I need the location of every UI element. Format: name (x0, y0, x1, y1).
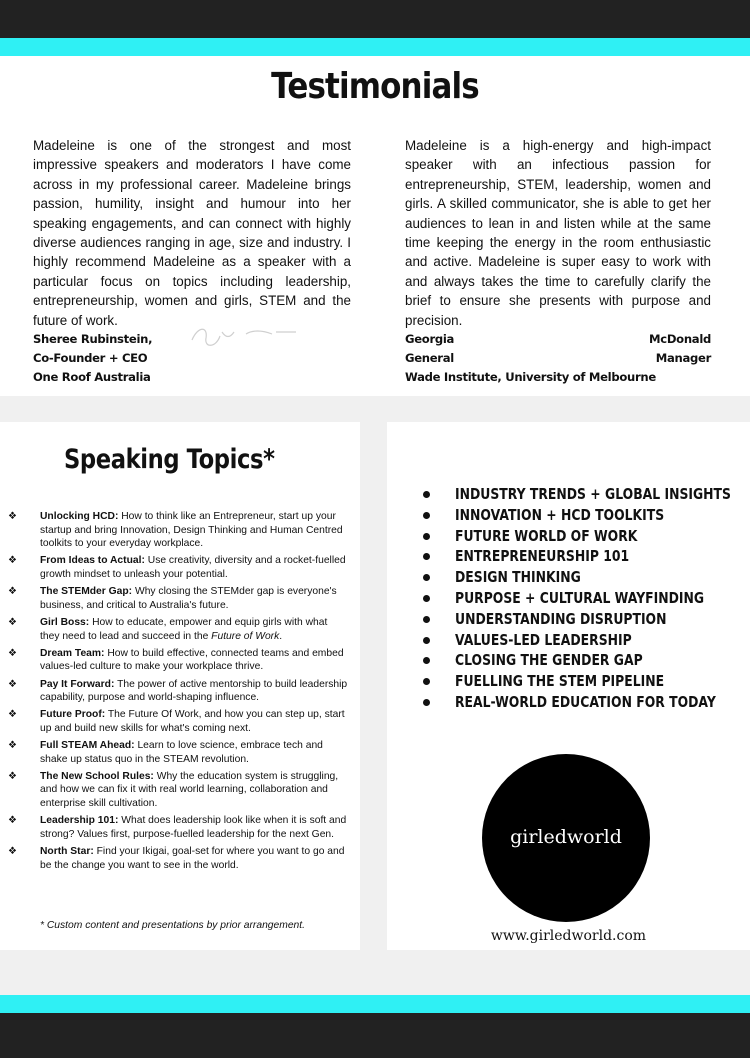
testimonial-left-quote: Madeleine is one of the strongest and most impressive speakers and moderators I have come across in my professional career. Madeleine brings passion, humility, insight and humour into her speaking engagements, and can connect with highly diverse audiences ranging in age, size and industry. I highly recommend Madeleine as a speaker with a particular focus on topics including leadership, entrepreneurship, women and girls, STEM and the future of work. (33, 138, 351, 328)
bullet-dot-icon (423, 637, 430, 644)
diamond-bullet-icon: ❖ (8, 740, 17, 752)
keyword-label: INNOVATION + HCD TOOLKITS (455, 505, 665, 524)
topic-title: From Ideas to Actual: (40, 555, 145, 567)
diamond-bullet-icon: ❖ (8, 647, 17, 659)
topic-item (8, 585, 348, 612)
diamond-bullet-icon: ❖ (8, 678, 17, 690)
diamond-bullet-icon: ❖ (8, 709, 17, 721)
keywords-list (419, 484, 750, 713)
topic-description: The power of active mentorship to build leadership capability, purpose and world-shaping influence. (40, 678, 348, 704)
diamond-bullet-icon: ❖ (8, 616, 17, 628)
topic-title: North Star: (40, 846, 94, 857)
keyword-label: CLOSING THE GENDER GAP (455, 651, 643, 670)
topic-title: Leadership 101: (40, 815, 119, 827)
topic-item (8, 845, 348, 872)
topic-item (8, 554, 348, 581)
keyword-label: DESIGN THINKING (455, 568, 581, 587)
top-accent-bar (0, 38, 750, 56)
topic-emphasis: Future of Work (211, 630, 280, 642)
bottom-dark-bar (0, 1013, 750, 1058)
bullet-dot-icon (423, 657, 430, 664)
topic-title: The STEMder Gap: (40, 586, 133, 598)
topic-description: Find your Ikigai, goal-set for where you want to go and be the change you want to see in the world. (40, 846, 345, 871)
bullet-dot-icon (423, 512, 430, 519)
bullet-dot-icon (423, 533, 430, 540)
bullet-dot-icon (423, 699, 430, 706)
diamond-bullet-icon: ❖ (8, 555, 17, 567)
diamond-bullet-icon: ❖ (8, 770, 17, 782)
testimonial-right-role-first: General (405, 351, 454, 366)
topic-title: Pay It Forward: (40, 678, 115, 690)
keyword-item (419, 630, 750, 651)
logo-text: girledworld (510, 826, 622, 848)
speaking-topics-title: Speaking Topics* (64, 444, 275, 475)
keyword-item (419, 526, 750, 547)
testimonial-right-quote: Madeleine is a high-energy and high-impact speaker with an infectious passion for entrepreneurship, STEM, leadership, women and girls. A skilled communicator, she is able to get her audiences to lean in and listen while at the same time keeping the energy in the room enthusiastic and active. Madeleine is super easy to work with and always takes the time to carefully clarify the brief to ensure she presents with purpose and precision. (405, 138, 711, 328)
top-dark-bar (0, 0, 750, 38)
bullet-dot-icon (423, 491, 430, 498)
topic-description: Why the education system is struggling, and how we can fix it with real world learning, collaboration and enterprise skill cultivation. (40, 770, 339, 810)
topic-title: Full STEAM Ahead: (40, 740, 135, 752)
bullet-dot-icon (423, 574, 430, 581)
keyword-item (419, 484, 750, 505)
testimonial-right-role-last: Manager (655, 351, 711, 366)
testimonial-right-name-last: McDonald (649, 332, 711, 347)
testimonial-right-org: Wade Institute, University of Melbourne (405, 370, 656, 385)
speaking-topics-panel (0, 422, 360, 950)
keyword-item (419, 671, 750, 692)
topic-description: What does leadership look like when it is soft and strong? Values first, purpose-fuelled leadership for the next Gen. (40, 815, 347, 840)
topic-item (8, 708, 348, 735)
handwritten-signature (186, 318, 306, 354)
diamond-bullet-icon: ❖ (8, 511, 17, 522)
topic-description: Why closing the STEMder gap is everyone's business, and critical to Australia's future. (40, 586, 337, 611)
testimonial-right-name-first: Georgia (405, 332, 455, 347)
keyword-label: PURPOSE + CULTURAL WAYFINDING (455, 588, 705, 607)
topic-title: Girl Boss: (40, 616, 90, 628)
keyword-label: ENTREPRENEURSHIP 101 (455, 547, 630, 566)
keyword-label: REAL-WORLD EDUCATION FOR TODAY (455, 692, 716, 711)
bottom-accent-bar (0, 995, 750, 1013)
keyword-item (419, 650, 750, 671)
topic-item (8, 647, 348, 674)
topic-description: Learn to love science, embrace tech and shake up status quo in the STEAM revolution. (40, 740, 323, 765)
topic-title: Future Proof: (40, 709, 106, 721)
keyword-item (419, 567, 750, 588)
speaking-topics-list (8, 510, 348, 876)
keyword-item (419, 505, 750, 526)
keyword-item (419, 609, 750, 630)
keyword-label: VALUES-LED LEADERSHIP (455, 630, 632, 649)
keyword-label: INDUSTRY TRENDS + GLOBAL INSIGHTS (455, 485, 731, 503)
website-url: www.girledworld.com (490, 928, 647, 944)
diamond-bullet-icon: ❖ (8, 586, 17, 598)
topic-item (8, 770, 348, 811)
testimonials-title: Testimonials (271, 66, 479, 107)
keyword-item (419, 588, 750, 609)
bullet-dot-icon (423, 678, 430, 685)
topic-tail: . (279, 630, 283, 642)
testimonial-left-role: Co-Founder + CEO (33, 351, 148, 366)
girledworld-logo (482, 754, 650, 922)
topic-title: The New School Rules: (40, 770, 154, 782)
diamond-bullet-icon: ❖ (8, 846, 17, 857)
topic-item (8, 814, 348, 841)
testimonial-left-name: Sheree Rubinstein, (33, 332, 153, 347)
bullet-dot-icon (423, 553, 430, 560)
testimonials-section (0, 56, 750, 396)
testimonial-right-name (405, 330, 711, 349)
topic-item (8, 616, 348, 643)
keywords-panel (387, 422, 750, 950)
topic-item (8, 739, 348, 766)
bullet-dot-icon (423, 616, 430, 623)
keyword-item (419, 546, 750, 567)
topic-description: Use creativity, diversity and a rocket-fuelled growth mindset to unleash your potential. (40, 555, 346, 580)
testimonial-right (405, 136, 711, 387)
speaking-topics-footnote: * Custom content and presentations by prior arrangement. (40, 920, 306, 931)
bullet-dot-icon (423, 595, 430, 602)
topic-description: How to think like an Entrepreneur, start up your startup and bring Innovation, Design Thinking and Human Centred toolkits to your everyday workplace. (40, 511, 343, 550)
topic-title: Dream Team: (40, 647, 105, 659)
topic-item (8, 510, 348, 551)
topic-item (8, 678, 348, 705)
keyword-item (419, 692, 750, 713)
testimonial-left-org: One Roof Australia (33, 370, 151, 385)
topic-title: Unlocking HCD: (40, 511, 119, 522)
keyword-label: FUELLING THE STEM PIPELINE (455, 672, 665, 691)
topic-description: The Future Of Work, and how you can step up, start up and build new skills for what's coming next. (40, 709, 345, 734)
keyword-label: UNDERSTANDING DISRUPTION (455, 609, 667, 628)
topic-description: How to educate, empower and equip girls with what they need to lead and succeed in the (40, 616, 328, 642)
topic-description: How to build effective, connected teams and embed values-led culture to make your workplace thrive. (40, 647, 344, 673)
testimonial-right-role (405, 349, 711, 368)
diamond-bullet-icon: ❖ (8, 815, 17, 827)
keyword-label: FUTURE WORLD OF WORK (455, 526, 638, 545)
